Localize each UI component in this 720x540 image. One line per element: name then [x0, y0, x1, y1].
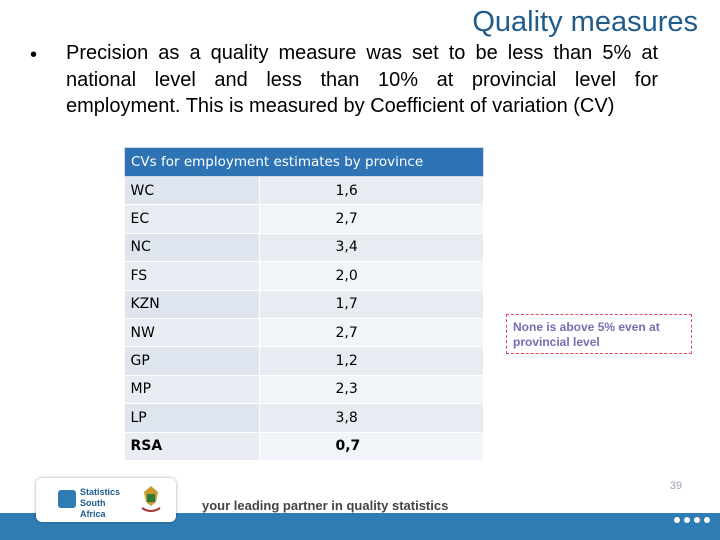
- footer-dot: [674, 517, 680, 523]
- cv-cell: 1,7: [259, 290, 484, 318]
- table-row: [125, 375, 484, 403]
- province-cell: EC: [125, 205, 260, 233]
- province-cell: NC: [125, 233, 260, 261]
- table-header: CVs for employment estimates by province: [125, 148, 484, 177]
- table-row: [125, 177, 484, 205]
- footer-dots: [674, 517, 710, 523]
- bullet-marker: •: [30, 44, 38, 66]
- cv-cell: 2,3: [259, 375, 484, 403]
- province-cell: NW: [125, 318, 260, 346]
- stats-sa-logo: [36, 478, 176, 522]
- cv-cell: 2,7: [259, 318, 484, 346]
- logo-text: Statistics South Africa: [80, 487, 121, 519]
- coat-of-arms-icon: [136, 484, 166, 516]
- footer-tagline: your leading partner in quality statistics: [202, 498, 449, 513]
- table-row: [125, 233, 484, 261]
- province-cell: KZN: [125, 290, 260, 318]
- province-cell: LP: [125, 404, 260, 432]
- cv-table: [124, 147, 484, 461]
- footer-dot: [704, 517, 710, 523]
- cv-cell: 2,0: [259, 262, 484, 290]
- footer-dot: [694, 517, 700, 523]
- page-number: 39: [669, 480, 682, 492]
- province-cell: FS: [125, 262, 260, 290]
- cv-cell: 1,6: [259, 177, 484, 205]
- cv-cell: 3,8: [259, 404, 484, 432]
- province-cell: RSA: [125, 432, 260, 460]
- province-cell: MP: [125, 375, 260, 403]
- footer-dot: [684, 517, 690, 523]
- table-row: [125, 262, 484, 290]
- table-row: [125, 404, 484, 432]
- table-row: [125, 347, 484, 375]
- cv-cell: 1,2: [259, 347, 484, 375]
- province-cell: WC: [125, 177, 260, 205]
- table-row: [125, 318, 484, 346]
- table-row-total: [125, 432, 484, 460]
- callout-box: None is above 5% even at provincial level: [506, 314, 692, 354]
- cv-cell: 3,4: [259, 233, 484, 261]
- cv-cell: 2,7: [259, 205, 484, 233]
- table-row: [125, 205, 484, 233]
- stats-logo-icon: [58, 490, 76, 508]
- province-cell: GP: [125, 347, 260, 375]
- slide-title: Quality measures: [472, 6, 698, 38]
- cv-cell: 0,7: [259, 432, 484, 460]
- bullet-text: Precision as a quality measure was set to be less than 5% at national level and less than 10% at provincial level for employment. This is measured by Coefficient of variation (CV): [66, 42, 658, 117]
- table-row: [125, 290, 484, 318]
